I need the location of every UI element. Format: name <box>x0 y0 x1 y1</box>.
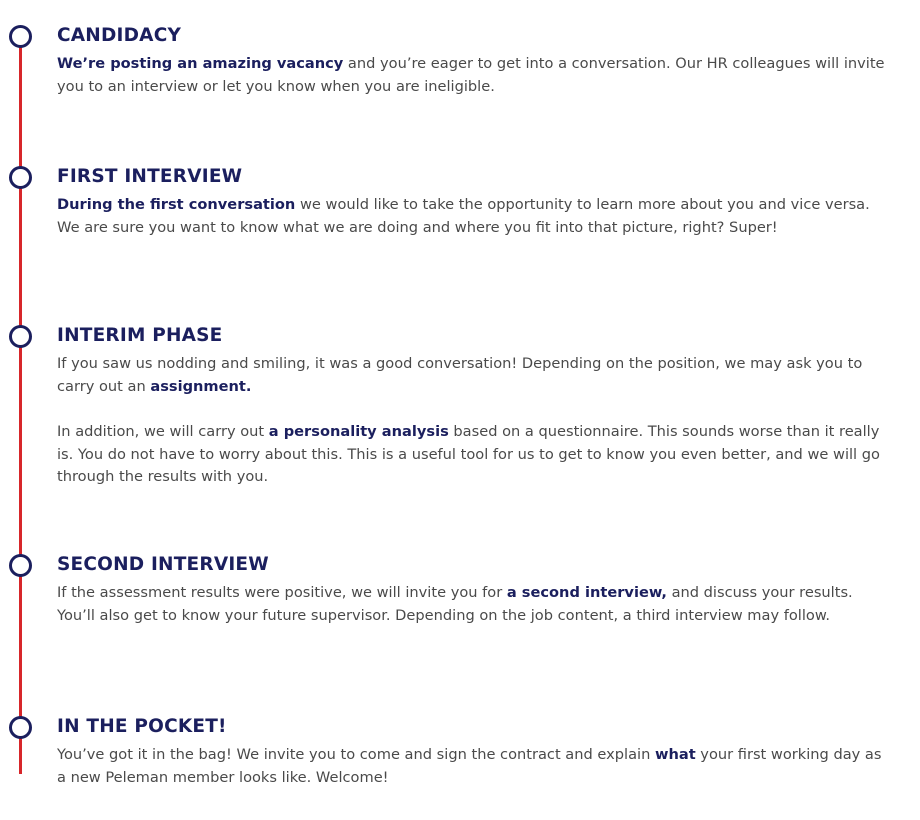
paragraph-text: we would like to take the opportunity to learn more about you and vice versa. We are sure you want to know what we are doing and where you fit into that picture, right? Super! <box>57 196 870 236</box>
paragraph-text: your first working day as a new Peleman member looks like. Welcome! <box>57 746 882 786</box>
step-paragraph <box>57 353 892 398</box>
step-title: IN THE POCKET! <box>57 716 227 737</box>
timeline-line <box>19 47 22 774</box>
highlight-text: a second interview, <box>506 584 667 601</box>
highlight-text: what <box>654 746 696 763</box>
paragraph-text: You’ve got it in the bag! We invite you to come and sign the contract and explain <box>57 746 655 763</box>
step-description <box>57 194 892 262</box>
timeline-circle-icon <box>9 25 32 48</box>
timeline-circle-icon <box>9 325 32 348</box>
step-description <box>57 353 892 512</box>
paragraph-text: If you saw us nodding and smiling, it was a good conversation! Depending on the position, we may ask you to carry out an <box>57 355 863 395</box>
paragraph-text: based on a questionnaire. This sounds worse than it really is. You do not have to worry about this. This is a useful tool for us to get to know you even better, and we will go through the results with you. <box>57 423 880 485</box>
highlight-text: We’re posting an amazing vacancy <box>57 55 344 72</box>
paragraph-text: and you’re eager to get into a conversation. Our HR colleagues will invite you to an interview or let you know when you are ineligible. <box>57 55 885 95</box>
timeline-circle-icon <box>9 554 32 577</box>
timeline-circle-icon <box>9 166 32 189</box>
timeline-circle-icon <box>9 716 32 739</box>
step-paragraph <box>57 194 892 239</box>
paragraph-text: If the assessment results were positive, we will invite you for <box>57 584 507 601</box>
step-description <box>57 744 892 812</box>
step-description <box>57 53 892 121</box>
paragraph-text: In addition, we will carry out <box>57 423 269 440</box>
step-description <box>57 582 892 650</box>
step-paragraph <box>57 582 892 627</box>
step-paragraph <box>57 53 892 98</box>
highlight-text: assignment. <box>150 377 252 395</box>
step-paragraph <box>57 421 892 489</box>
step-paragraph <box>57 744 892 789</box>
step-title: SECOND INTERVIEW <box>57 554 269 575</box>
step-title: INTERIM PHASE <box>57 325 223 346</box>
highlight-text: a personality analysis <box>268 423 449 440</box>
highlight-text: During the first conversation <box>57 196 296 213</box>
step-title: FIRST INTERVIEW <box>57 166 243 187</box>
paragraph-text: and discuss your results. You’ll also get to know your future supervisor. Depending on the job content, a third interview may follow. <box>57 584 853 624</box>
step-title: CANDIDACY <box>57 25 182 46</box>
